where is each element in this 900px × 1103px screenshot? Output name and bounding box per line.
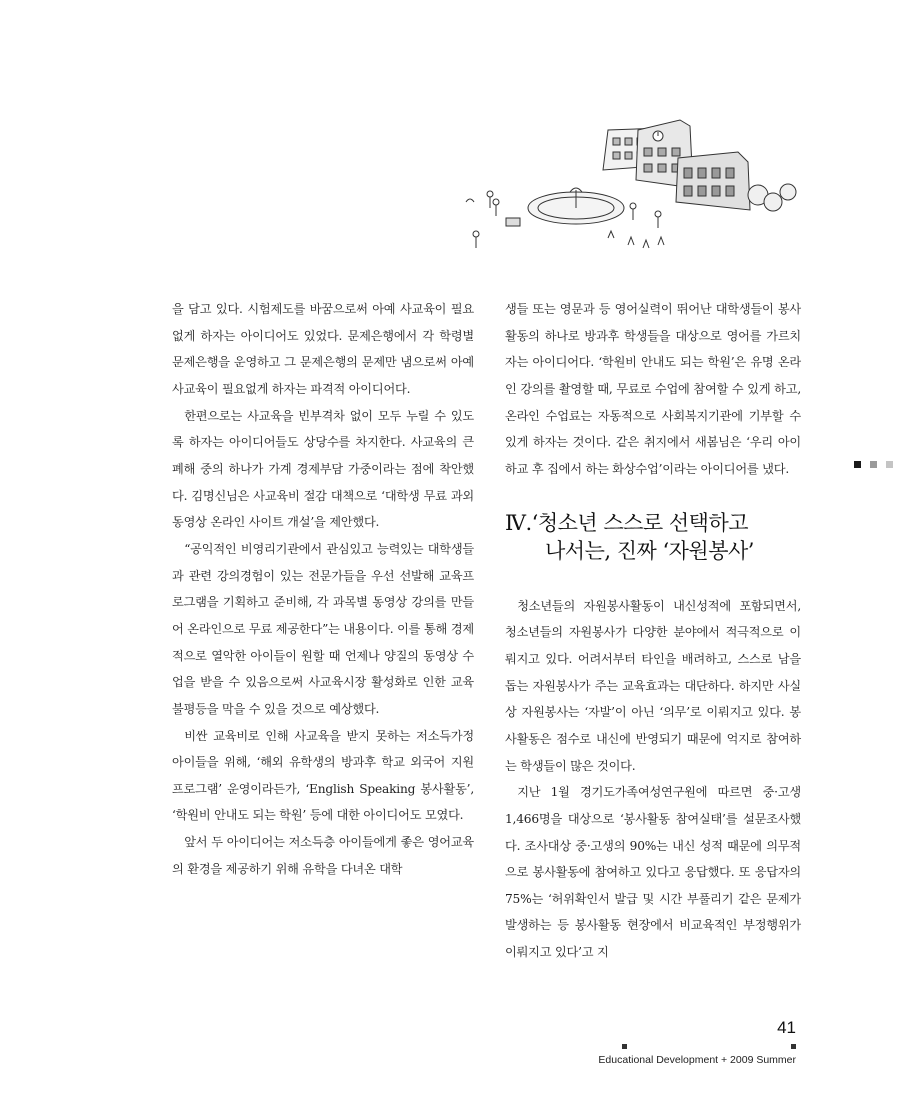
right-intro-paragraph: 생들 또는 영문과 등 영어실력이 뛰어난 대학생들이 봉사활동의 하나로 방과후 학생들을 대상으로 영어를 가르치자는 아이디어다. ‘학원비 안내도 되는 학원’은 유명 온라인 강의를 촬영할 때, 무료로 수업에 참여할 수 있게 하고, 온라인 수업료는 자동적으로 사회복지기관에 기부할 수 있게 하자는 것이다. 같은 취지에서 새봄님은 ‘우리 아이 하교 후 집에서 하는 화상수업’이라는 아이디어를 냈다. (505, 302, 801, 476)
right-text-column (505, 296, 801, 966)
side-square-light (886, 461, 893, 468)
publication-footer: Educational Development + 2009 Summer (598, 1054, 796, 1066)
left-text-column (172, 296, 474, 882)
section-heading-line1 (505, 509, 801, 537)
side-square-dark (854, 461, 861, 468)
left-paragraph-2: 한편으로는 사교육을 빈부격차 없이 모두 누릴 수 있도록 하자는 아이디어들도 상당수를 차지한다. 사교육의 큰 폐해 중의 하나가 가계 경제부담 가중이라는 점에 착안했다. 김명신님은 사교육비 절감 대책으로 ‘대학생 무료 과외 동영상 온라인 사이트 개설’을 제안했다. (172, 408, 474, 530)
side-square-markers (854, 461, 893, 468)
page-number: 41 (777, 1018, 796, 1037)
section-heading-line2: 나서는, 진짜 ‘자원봉사’ (545, 538, 754, 563)
side-square-medium (870, 461, 877, 468)
left-paragraph-4: 비싼 교육비로 인해 사교육을 받지 못하는 저소득가정 아이들을 위해, ‘해외 유학생의 방과후 학교 외국어 지원 프로그램’ 운영이라든가, ‘English Speaking 봉사활동’, ‘학원비 안내도 되는 학원’ 등에 대한 아이디어도 모였다. (172, 728, 474, 823)
school-campus-illustration (458, 110, 800, 260)
right-paragraph-1: 청소년들의 자원봉사활동이 내신성적에 포함되면서, 청소년들의 자원봉사가 다양한 분야에서 적극적으로 이뤄지고 있다. 어려서부터 타인을 배려하고, 스스로 남을 돕는 자원봉사가 주는 교육효과는 대단하다. 하지만 사실상 자원봉사는 ‘자발’이 아닌 ‘의무’로 이뤄지고 있다. 봉사활동은 점수로 내신에 반영되기 때문에 억지로 참여하는 학생들이 많은 것이다. (505, 598, 801, 773)
left-paragraph-5: 앞서 두 아이디어는 저소득층 아이들에게 좋은 영어교육의 환경을 제공하기 위해 유학을 다녀온 대학 (172, 835, 474, 876)
right-paragraph-2: 지난 1월 경기도가족여성연구원에 따르면 중·고생 1,466명을 대상으로 ‘봉사활동 참여실태’를 설문조사했다. 조사대상 중·고생의 90%는 내신 성적 때문에 의무적으로 봉사활동에 참여하고 있다고 응답했다. 또 응답자의 75%는 ‘허위확인서 발급 및 시간 부풀리기 같은 문제가 발생하는 등 봉사활동 현장에서 비교육적인 부정행위가 이뤄지고 있다’고 지 (505, 785, 801, 960)
left-paragraph-1: 을 담고 있다. 시험제도를 바꿈으로써 아예 사교육이 필요 없게 하자는 아이디어도 있었다. 문제은행에서 각 학령별 문제은행을 운영하고 그 문제은행의 문제만 냄으로써 아예 사교육이 필요없게 하자는 파격적 아이디어다. (172, 302, 474, 396)
footer-square-right (791, 1044, 796, 1049)
left-paragraph-3: “공익적인 비영리기관에서 관심있고 능력있는 대학생들과 관련 강의경험이 있는 전문가들을 우선 선발해 교육프로그램을 기획하고 준비해, 각 과목별 동영상 강의를 만들어 온라인으로 무료 제공한다”는 내용이다. 이를 통해 경제적으로 열악한 아이들이 원할 때 언제나 양질의 동영상 수업을 받을 수 있음으로써 사교육시장 활성화로 인한 교육 불평등을 막을 수 있을 것으로 예상했다. (172, 541, 474, 716)
section-numeral: Ⅳ. (505, 510, 532, 535)
footer-square-left (622, 1044, 627, 1049)
section-title-part1: ‘청소년 스스로 선택하고 (531, 510, 749, 535)
section-heading (505, 509, 801, 565)
